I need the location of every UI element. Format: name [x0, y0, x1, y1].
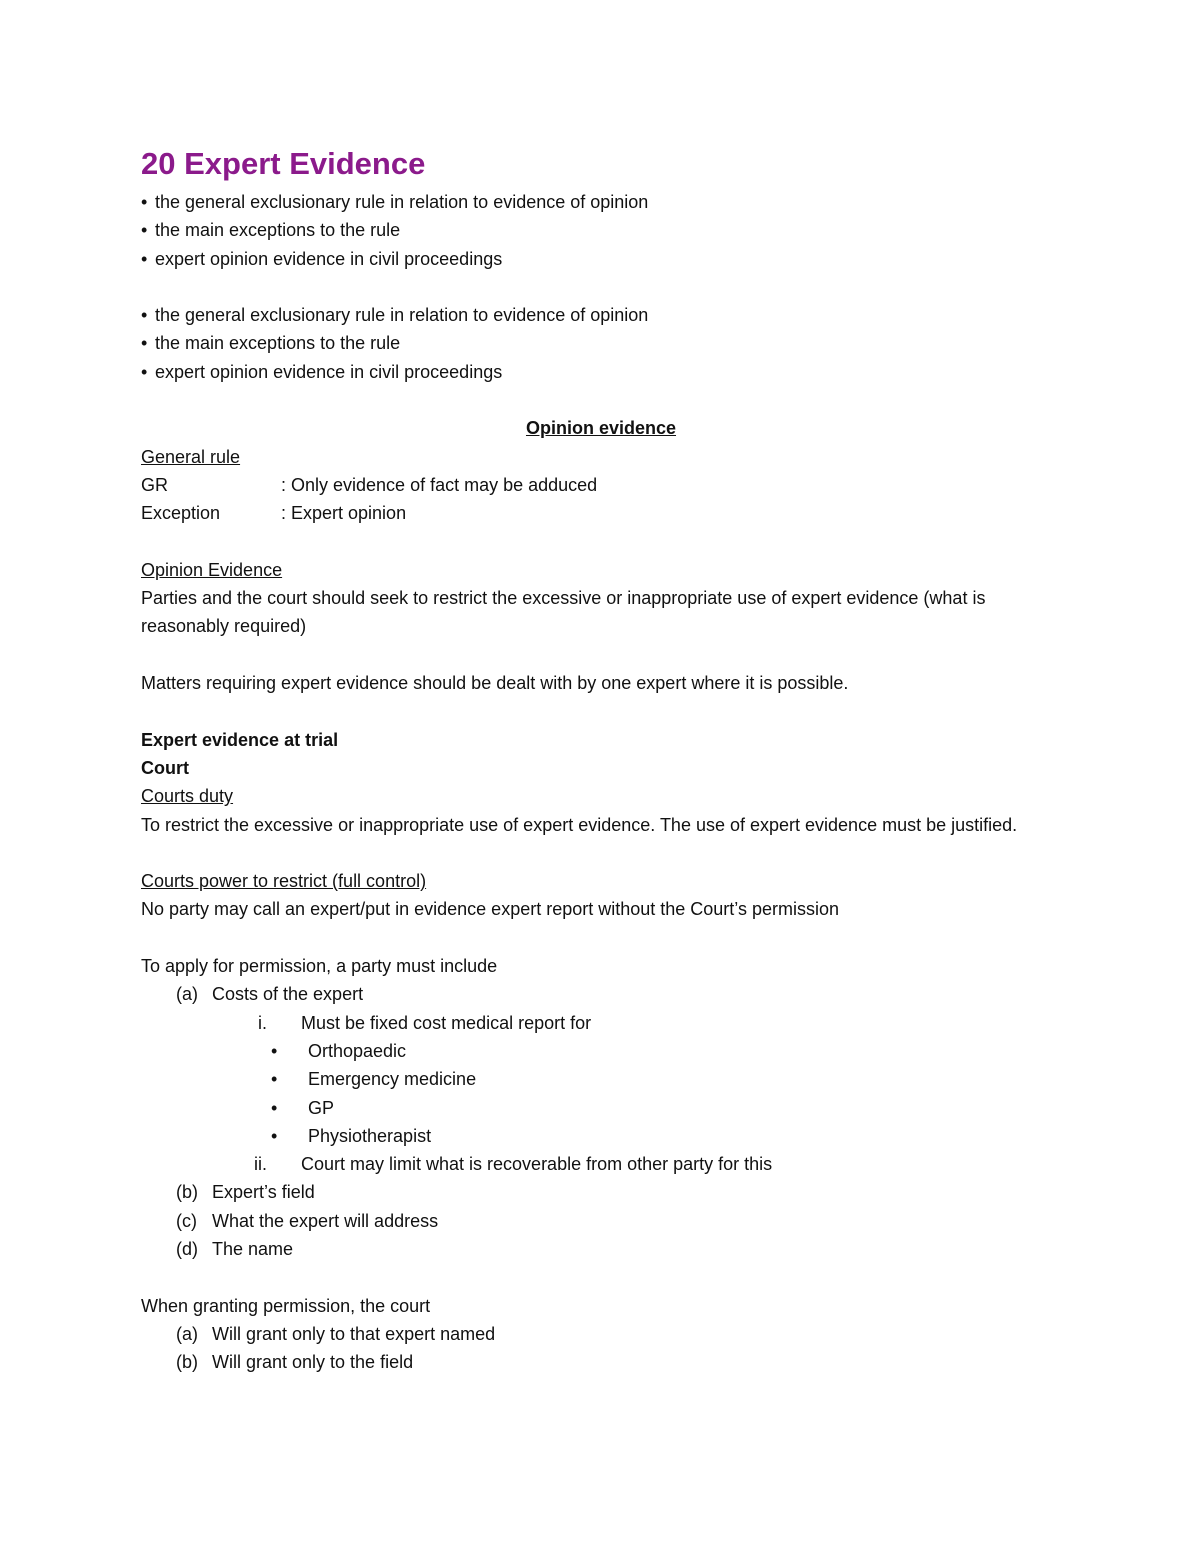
list-item: • Orthopaedic	[141, 1037, 1061, 1065]
apply-intro: To apply for permission, a party must include	[141, 956, 498, 977]
general-rule-heading: General rule	[141, 446, 241, 467]
row-value: : Only evidence of fact may be adduced	[281, 474, 598, 495]
spacer	[141, 641, 1061, 669]
document-title: 20 Expert Evidence	[141, 146, 426, 181]
list-item: • the general exclusionary rule in relation to evidence of opinion	[141, 188, 1061, 216]
opinion-evidence-heading: Opinion evidence	[525, 418, 677, 439]
list-marker: ii.	[254, 1154, 267, 1175]
row-key: Exception	[141, 503, 221, 524]
row-key: GR	[141, 474, 168, 495]
bullet-icon: •	[141, 192, 148, 212]
apply-list	[141, 980, 1061, 1263]
list-marker: (b)	[176, 1352, 198, 1373]
list-item: • expert opinion evidence in civil proceedings	[141, 358, 1061, 386]
list-item: ii. Court may limit what is recoverable from other party for this	[141, 1150, 1061, 1178]
list-item: • expert opinion evidence in civil proceedings	[141, 245, 1061, 273]
intro-bullet-list-2	[141, 301, 1061, 386]
bullet-icon: •	[141, 220, 148, 241]
list-item: • the main exceptions to the rule	[141, 329, 1061, 357]
list-marker: (d)	[176, 1238, 198, 1259]
courts-power-text: No party may call an expert/put in evidence expert report without the Court’s permission	[141, 899, 840, 920]
list-marker: (a)	[176, 1323, 198, 1344]
bullet-icon: •	[141, 361, 148, 382]
bullet-icon: •	[141, 333, 148, 354]
list-item: (a) Will grant only to that expert named	[141, 1320, 1061, 1348]
document-page	[141, 140, 1061, 1376]
spacer	[141, 924, 1061, 952]
list-item: (d) The name	[141, 1235, 1061, 1263]
bullet-icon: •	[271, 1069, 278, 1090]
list-item: • the general exclusionary rule in relation to evidence of opinion	[141, 301, 1061, 329]
list-item: • Emergency medicine	[141, 1065, 1061, 1093]
row-value: : Expert opinion	[281, 503, 407, 524]
list-item: (a) Costs of the expert	[141, 980, 1061, 1008]
spacer	[141, 697, 1061, 725]
list-item: • GP	[141, 1094, 1061, 1122]
list-item: i. Must be fixed cost medical report for	[141, 1009, 1061, 1037]
granting-list	[141, 1320, 1061, 1377]
opinion-evidence-subheading: Opinion Evidence	[141, 559, 283, 580]
bullet-icon: •	[271, 1125, 278, 1146]
courts-power-heading: Courts power to restrict (full control)	[141, 871, 427, 892]
spacer	[141, 528, 1061, 556]
court-heading: Court	[141, 757, 189, 778]
spacer	[141, 386, 1061, 414]
list-marker: (a)	[176, 984, 198, 1005]
list-item: (b) Will grant only to the field	[141, 1348, 1061, 1376]
list-marker: (c)	[176, 1210, 197, 1231]
courts-duty-heading: Courts duty	[141, 786, 234, 807]
bullet-icon: •	[271, 1040, 278, 1061]
general-rule-row	[141, 471, 1061, 499]
list-marker: i.	[258, 1012, 267, 1033]
bullet-icon: •	[141, 305, 148, 326]
spacer	[141, 273, 1061, 301]
list-marker: (b)	[176, 1182, 198, 1203]
bullet-icon: •	[271, 1097, 278, 1118]
opinion-paragraph-1: Parties and the court should seek to restrict the excessive or inappropriate use of expert evidence (what is reasonably required)	[141, 588, 986, 637]
list-item: • Physiotherapist	[141, 1122, 1061, 1150]
list-item: (c) What the expert will address	[141, 1207, 1061, 1235]
list-item: • the main exceptions to the rule	[141, 216, 1061, 244]
granting-intro: When granting permission, the court	[141, 1295, 431, 1316]
bullet-icon: •	[141, 248, 148, 269]
trial-heading: Expert evidence at trial	[141, 729, 339, 750]
spacer	[141, 839, 1061, 867]
intro-bullet-list-1	[141, 188, 1061, 273]
opinion-paragraph-2: Matters requiring expert evidence should be dealt with by one expert where it is possible.	[141, 673, 849, 694]
list-item: (b) Expert’s field	[141, 1178, 1061, 1206]
exception-row	[141, 499, 1061, 527]
spacer	[141, 1263, 1061, 1291]
courts-duty-text: To restrict the excessive or inappropriate use of expert evidence. The use of expert evidence must be justified.	[141, 814, 1018, 835]
